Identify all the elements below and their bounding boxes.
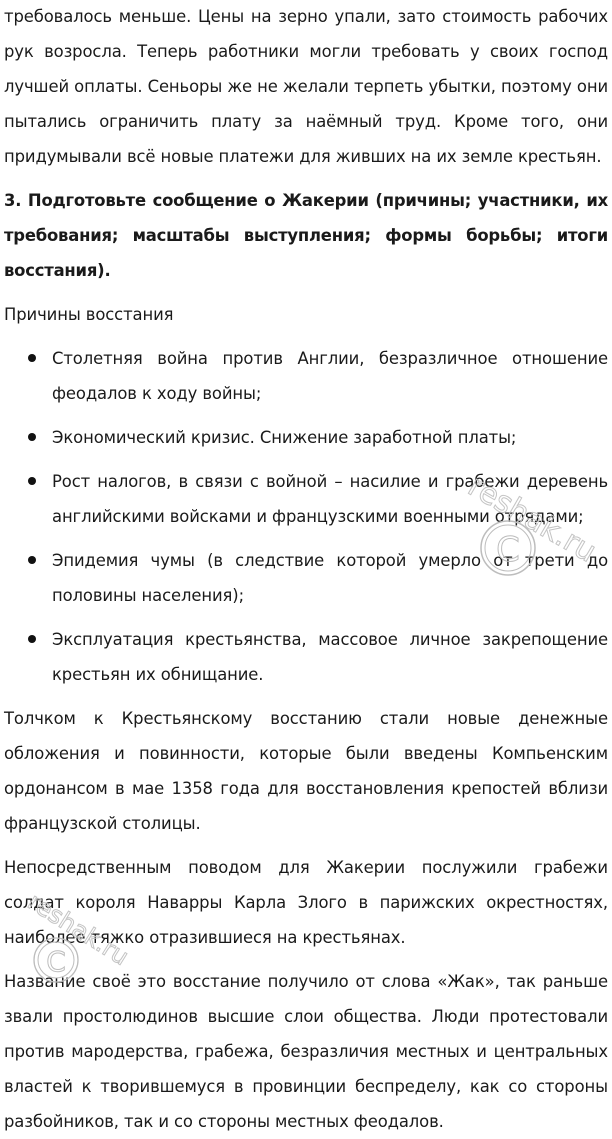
list-item	[0, 543, 612, 613]
bullet-icon	[28, 556, 36, 564]
bullet-icon	[28, 477, 36, 485]
list-item	[0, 464, 612, 534]
paragraph: Толчком к Крестьянскому восстанию стали новые денежные обложения и повинности, которые были введены Компьенским ордонансом в мае 1358 года для восстановления крепостей вблизи французской столицы.	[4, 709, 608, 833]
question-heading: 3. Подготовьте сообщение о Жакерии (причины; участники, их требования; масштабы выступления; формы борьбы; итоги восстания).	[4, 191, 608, 280]
list-item	[0, 622, 612, 692]
list-item-text: Столетняя война против Англии, безразличное отношение феодалов к ходу войны;	[52, 349, 608, 403]
bullet-icon	[28, 635, 36, 643]
paragraph: Непосредственным поводом для Жакерии послужили грабежи солдат короля Наварры Карла Злого в парижских окрестностях, наиболее тяжко отразившиеся на крестьянах.	[4, 858, 608, 947]
causes-heading: Причины восстания	[4, 305, 174, 324]
intro-paragraph: требовалось меньше. Цены на зерно упали, зато стоимость рабочих рук возросла. Теперь работники могли требовать у своих господ лучшей оплаты. Сеньоры же не желали терпеть убытки, поэтому они пытались ограничить плату за наёмный труд. Кроме того, они придумывали всё новые платежи для живших на их земле крестьян.	[4, 7, 608, 166]
list-item	[0, 420, 612, 455]
bullet-icon	[28, 354, 36, 362]
list-item-text: Экономический кризис. Снижение заработной платы;	[52, 428, 517, 447]
list-item-text: Рост налогов, в связи с войной – насилие и грабежи деревень английскими войсками и французскими военными отрядами;	[52, 472, 608, 526]
paragraph: Название своё это восстание получило от слова «Жак», так раньше звали простолюдинов высшие слои общества. Люди протестовали против мародерства, грабежа, безразличия местных и центральных властей к творившемуся в провинции беспределу, как со стороны разбойников, так и со стороны местных феодалов.	[4, 972, 608, 1131]
list-item	[0, 341, 612, 411]
causes-list	[0, 341, 612, 692]
bullet-icon	[28, 433, 36, 441]
list-item-text: Эксплуатация крестьянства, массовое личное закрепощение крестьян их обнищание.	[52, 630, 608, 684]
list-item-text: Эпидемия чумы (в следствие которой умерло от трети до половины населения);	[52, 551, 608, 605]
